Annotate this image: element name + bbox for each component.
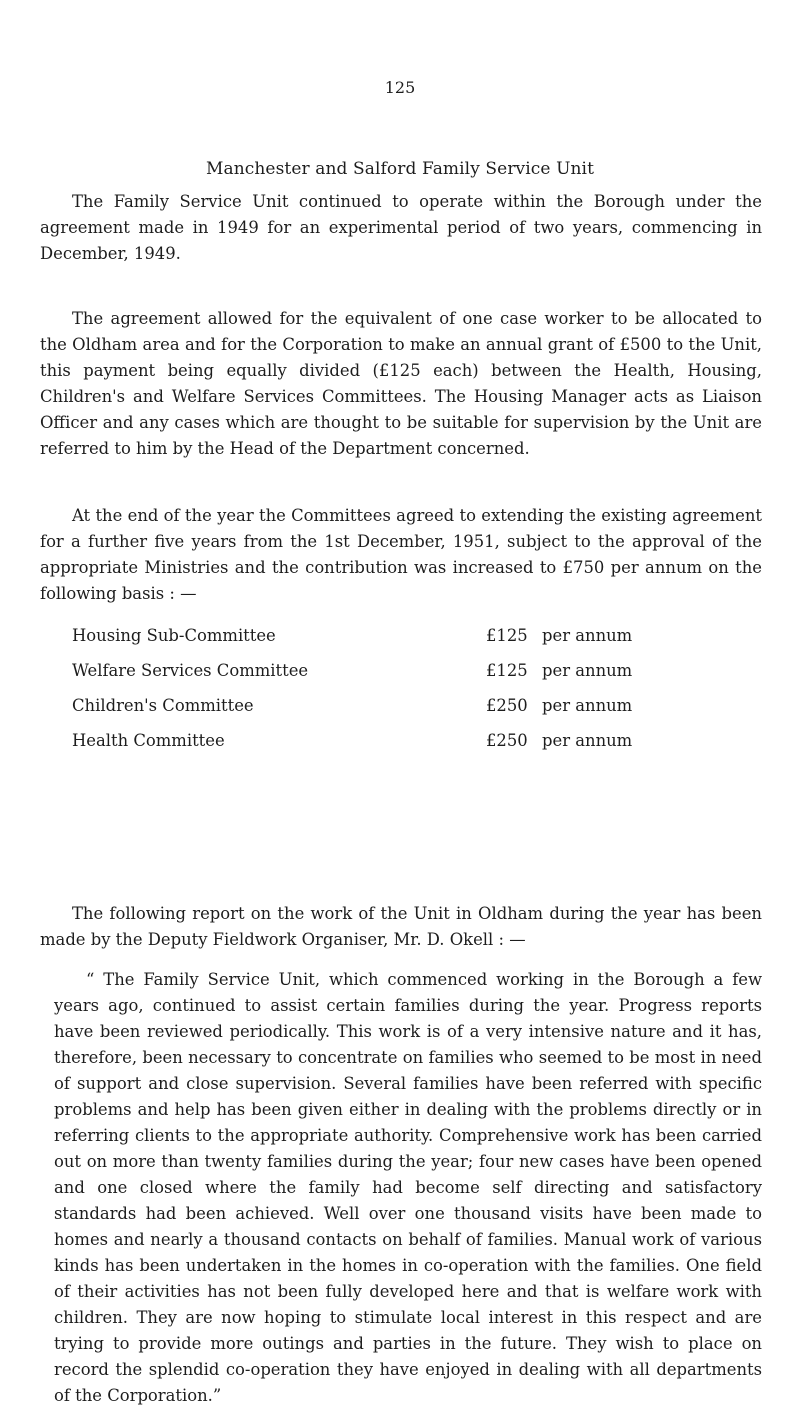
paragraph-intro: The Family Service Unit continued to operate within the Borough under the agreement made in 1949 for an experimental period of two years, commencing in December, 1949. bbox=[40, 192, 762, 263]
contribution-row bbox=[72, 658, 712, 693]
paragraph-report-intro: The following report on the work of the Unit in Oldham during the year has been made by the Deputy Fieldwork Organiser, Mr. D. Okell : — bbox=[40, 904, 762, 949]
contribution-period: per annum bbox=[542, 731, 633, 750]
paragraph-extension: At the end of the year the Committees agreed to extending the existing agreement for a further five years from the 1st December, 1951, subject to the approval of the appropriate Ministries and the contribution was increased to £750 per annum on the following basis : — bbox=[40, 506, 762, 603]
contribution-table bbox=[72, 623, 712, 763]
contribution-period: per annum bbox=[542, 696, 633, 715]
contribution-amount: £250 bbox=[486, 731, 528, 750]
paragraph-report-quote: “ The Family Service Unit, which commenced working in the Borough a few years ago, continued to assist certain families during the year. Progress reports have been reviewed periodically. This work is of a very intensive nature and it has, therefore, been necessary to concentrate on families who seemed to be most in need of support and close supervision. Several families have been referred with specific problems and help has been given either in dealing with the problems directly or in referring clients to the appropriate authority. Comprehensive work has been carried out on more than twenty families during the year; four new cases have been opened and one closed where the family had become self directing and satisfactory standards had been achieved. Well over one thousand visits have been made to homes and nearly a thousand contacts on behalf of families. Manual work of various kinds has been undertaken in the homes in co-operation with the families. One field of their activities has not been fully developed here and that is welfare work with children. They are now hoping to stimulate local interest in this respect and are trying to provide more outings and parties in the future. They wish to place on record the splendid co-operation they have enjoyed in dealing with all departments of the Corporation.” bbox=[54, 970, 762, 1405]
contribution-committee bbox=[72, 693, 484, 719]
page-number: 125 bbox=[384, 78, 416, 97]
contribution-committee bbox=[72, 623, 484, 649]
contribution-committee bbox=[72, 658, 484, 684]
contribution-row bbox=[72, 693, 712, 728]
contribution-amount: £250 bbox=[486, 696, 528, 715]
contribution-amount: £125 bbox=[486, 626, 528, 645]
contribution-row bbox=[72, 728, 712, 763]
contribution-committee bbox=[72, 728, 484, 754]
contribution-period: per annum bbox=[542, 626, 633, 645]
contribution-committee-label: Health Committee bbox=[72, 731, 229, 750]
contribution-row bbox=[72, 623, 712, 658]
contribution-committee-label: Welfare Services Committee bbox=[72, 661, 312, 680]
contribution-period: per annum bbox=[542, 661, 633, 680]
contribution-committee-label: Children's Committee bbox=[72, 696, 258, 715]
paragraph-agreement: The agreement allowed for the equivalent of one case worker to be allocated to the Oldham area and for the Corporation to make an annual grant of £500 to the Unit, this payment being equally divided (£125 each) between the Health, Housing, Children's and Welfare Services Committees. The Housing Manager acts as Liaison Officer and any cases which are thought to be suitable for supervision by the Unit are referred to him by the Head of the Department concerned. bbox=[40, 309, 762, 458]
contribution-amount: £125 bbox=[486, 661, 528, 680]
section-heading: Manchester and Salford Family Service Unit bbox=[205, 159, 595, 179]
contribution-committee-label: Housing Sub-Committee bbox=[72, 626, 280, 645]
